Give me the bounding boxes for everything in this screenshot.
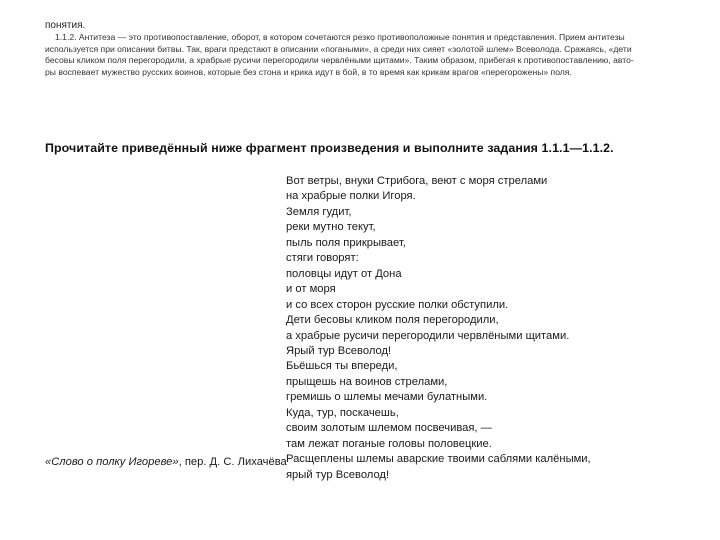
poem-line: Ярый тур Всеволод! bbox=[286, 344, 392, 357]
work-title: «Слово о полку Игореве» bbox=[45, 456, 179, 468]
poem-line: Дети бесовы кликом поля перегородили, bbox=[286, 314, 499, 327]
poem-line: реки мутно текут, bbox=[286, 221, 376, 234]
task-heading: Прочитайте приведённый ниже фрагмент произведения и выполните задания 1.1.1—1.1.2. bbox=[45, 141, 614, 155]
poem-line: и со всех сторон русские полки обступили. bbox=[286, 298, 509, 311]
poem-line: половцы идут от Дона bbox=[286, 267, 402, 280]
poem-line: Расщеплены шлемы аварские твоими саблями калёными, bbox=[286, 453, 591, 466]
poem-line: Вот ветры, внуки Стрибога, веют с моря стрелами bbox=[286, 175, 548, 187]
previous-text-line: используется при описании битвы. Так, враги предстают в описании «погаными», а среди них сияет «золотой шлем» Всеволода. Сражаясь, «дети bbox=[45, 43, 632, 54]
poem-line: стяги говорят: bbox=[286, 252, 359, 265]
previous-text-line: ры воспевает мужество русских воинов, которые без стона и крика идут в бой, в то время как крикам врагов «перегорожены» поля. bbox=[45, 66, 572, 77]
attribution bbox=[45, 456, 287, 468]
poem-line: гремишь о шлемы мечами булатными. bbox=[286, 391, 488, 404]
poem-line: прыщешь на воинов стрелами, bbox=[286, 375, 448, 388]
previous-text-line: бесовы кликом поля перегородили, а храбрые русичи перегородили червлёными щитами». Таким образом, прибегая к противопоставлению, авто- bbox=[45, 55, 634, 66]
previous-answer-text bbox=[45, 20, 634, 78]
poem-line: и от моря bbox=[286, 283, 336, 296]
poem-line: пыль поля прикрывает, bbox=[286, 236, 406, 249]
poem-excerpt bbox=[286, 174, 616, 483]
translator-credit: , пер. Д. С. Лихачёва bbox=[178, 456, 287, 468]
poem-line: Земля гудит, bbox=[286, 205, 352, 218]
cut-word: понятия. bbox=[45, 20, 86, 31]
poem-line: на храбрые полки Игоря. bbox=[286, 190, 416, 203]
poem-line: там лежат поганые головы половецкие. bbox=[286, 437, 492, 450]
poem-line: своим золотым шлемом посвечивая, — bbox=[286, 422, 492, 435]
poem-line: ярый тур Всеволод! bbox=[286, 468, 390, 481]
poem-line: Бьёшься ты впереди, bbox=[286, 360, 398, 373]
previous-text-line: 1.1.2. Антитеза — это противопоставление, оборот, в котором сочетаются резко противоположные понятия и представления. Прием антитезы bbox=[55, 32, 625, 42]
poem-line: а храбрые русичи перегородили червлёными щитами. bbox=[286, 329, 570, 342]
poem-line: Куда, тур, поскачешь, bbox=[286, 406, 399, 419]
